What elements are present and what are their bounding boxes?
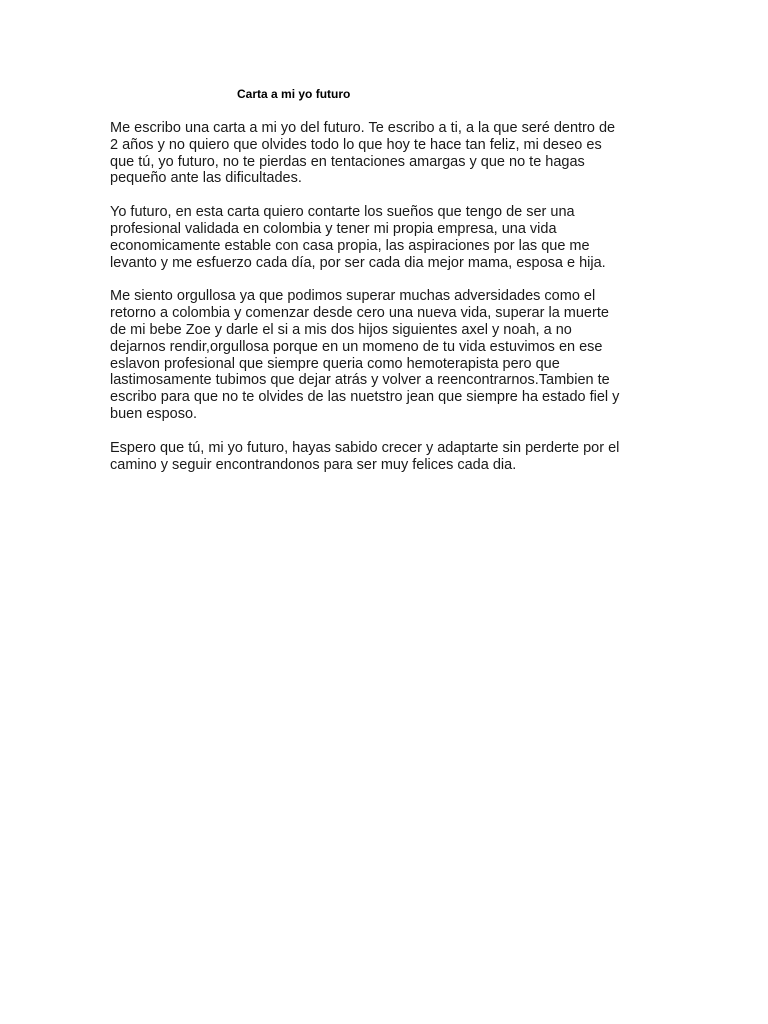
letter-body — [110, 120, 670, 490]
paragraph-1 — [110, 120, 670, 187]
text-line: Me siento orgullosa ya que podimos superar muchas adversidades como el — [110, 288, 596, 305]
text-line: eslavon profesional que siempre queria como hemoterapista pero que — [110, 355, 560, 372]
text-line: levanto y me esfuerzo cada día, por ser cada dia mejor mama, esposa e hija. — [110, 254, 606, 271]
text-line: lastimosamente tubimos que dejar atrás y volver a reencontrarnos.Tambien te — [110, 372, 610, 389]
text-line: escribo para que no te olvides de las nuetstro jean que siempre ha estado fiel y — [110, 389, 620, 406]
paragraph-3 — [110, 288, 670, 422]
text-line: pequeño ante las dificultades. — [110, 170, 302, 187]
text-line: Espero que tú, mi yo futuro, hayas sabido crecer y adaptarte sin perderte por el — [110, 439, 620, 456]
text-line: de mi bebe Zoe y darle el si a mis dos hijos siguientes axel y noah, a no — [110, 321, 572, 338]
letter-title: Carta a mi yo futuro — [237, 87, 351, 101]
text-line: retorno a colombia y comenzar desde cero una nueva vida, superar la muerte — [110, 305, 609, 322]
text-line: buen esposo. — [110, 405, 198, 422]
text-line: que tú, yo futuro, no te pierdas en tentaciones amargas y que no te hagas — [110, 153, 585, 170]
text-line: economicamente estable con casa propia, las aspiraciones por las que me — [110, 237, 590, 254]
text-line: 2 años y no quiero que olvides todo lo que hoy te hace tan feliz, mi deseo es — [110, 136, 602, 153]
text-line: dejarnos rendir,orgullosa porque en un momeno de tu vida estuvimos en ese — [110, 338, 603, 355]
text-line: Me escribo una carta a mi yo del futuro. Te escribo a ti, a la que seré dentro de — [110, 120, 616, 136]
text-line: profesional validada en colombia y tener mi propia empresa, una vida — [110, 220, 557, 237]
text-line: Yo futuro, en esta carta quiero contarte los sueños que tengo de ser una — [110, 204, 575, 221]
paragraph-2 — [110, 204, 670, 271]
paragraph-4 — [110, 440, 670, 474]
text-line: camino y seguir encontrandonos para ser muy felices cada dia. — [110, 456, 517, 473]
